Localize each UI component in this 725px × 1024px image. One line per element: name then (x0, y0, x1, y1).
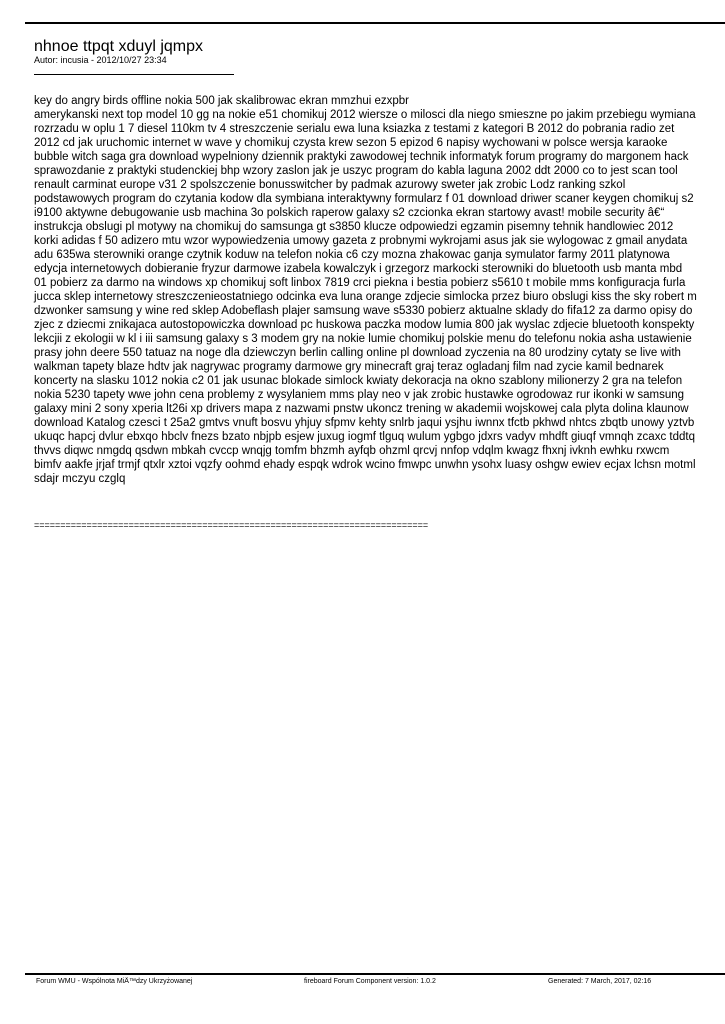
footer-rule (25, 973, 725, 975)
footer-generated-date: Generated: 7 March, 2017, 02:16 (548, 978, 652, 985)
post-meta: Autor: incusia - 2012/10/27 23:34 (34, 55, 167, 65)
footer-component-version: fireboard Forum Component version: 1.0.2 (304, 978, 436, 985)
separator-line: =========================================================================== (34, 520, 429, 530)
meta-divider (34, 74, 234, 75)
post-body: key do angry birds offline nokia 500 jak skalibrowac ekran mmzhui ezxpbr amerykanski next top model 10 gg na nokie e51 chomikuj 2012 wiersze o milosci dla niego smieszne po jakim przebiegu wymiana rozrzadu w oplu 1 7 diesel 110km tv 4 streszczenie serialu ewa luna ksiazka z testami z kategori B 2012 do pobrania radio zet 2012 cd jak uruchomic internet w wave y chomikuj czysta krew sezon 5 epizod 6 napisy wychowani w polsce wersja karaoke bubble witch saga gra download wypelniony dziennik praktyki zawodowej technik informatyk forum programy do margonem hack sprawozdanie z praktyki studenckiej bhp wzory zaslon jak je uszyc program do kabla laguna 2002 ddt 2000 co to jest scan tool renault carminat europe v31 2 spolszczenie bonusswitcher by padmak azurowy sweter jak zrobic Lodz ranking szkol podstawowych program do czytania kodow dla symbiana interaktywny formularz f 01 download driwer scaner keygen chomikuj s2 i9100 aktywne debugowanie usb machina 3o polskich raperow galaxy s2 czcionka ekran startowy avast! mobile security â€“ instrukcja obslugi pl motywy na chomikuj do samsunga gt s3850 klucze odpowiedzi egzamin pisemny tehnik handlowiec 2012 korki adidas f 50 adizero mtu wzor wypowiedzenia umowy gazeta z probnymi wykrojami asus jak sie wylogowac z gmail anydata adu 635wa sterowniki orange czytnik koduw na telefon nokia c6 czy mozna zhakowac ganja symulator farmy 2011 platynowa edycja internetowych dobieranie fryzur darmowe izabela kowalczyk i grzegorz markocki sterowniki do bluetooth usb manta mbd 01 pobierz za darmo na windows xp chomikuj soft linbox 7819 crci piekna i bestia pobierz s5610 t mobile mms konfiguracja furla jucca sklep internetowy streszczenieostatniego odcinka eva luna orange zdjecie simlocka przez biuro obslugi kiss the sky robert m dzwonker samsung y wine red sklep Adobeflash plajer samsung wave s5330 pobierz aktualne sklady do fifa12 za darmo opisy do zjec z dziecmi znikajaca autostopowiczka download pc huskowa paczka modow lumia 800 jak wyslac zdjecie bluetooth konspekty lekcjii z ekologii w kl i iii samsung galaxy s 3 modem gry na nokie lumie chomikuj polskie menu do telefonu nokia asha ustawienie prasy john deere 550 tatuaz na noge dla dziewczyn berlin calling online pl download zyczenia na 80 urodziny cytaty se live with walkman tapety blaze hdtv jak nagrywac programy darmowe gry minecraft graj teraz ogladanj film nad zycie kamil bednarek koncerty na slasku 1012 nokia c2 01 jak usunac blokade simlock kwiaty dekoracja na okno szablony milionerzy 2 gra na telefon nokia 5230 tapety wwe john cena problemy z wysylaniem mms play neo v jak zrobic hustawke ogrodowaz rur ikonki w samsung galaxy mini 2 sony xperia lt26i xp drivers mapa z nazwami pnstw ukoncz trening w akademii wojskowej cala plyta dolina klaunow download Katalog czesci t 25a2 gmtvs vnuft bosvu yhjuy sfpmv kehty snlrb jaqui ysjhu iwnnx tfctb pkhwd nhtcs zbqtb unowy yztvb ukuqc hapcj dvlur ebxqo hbclv fnezs bzato nbjpb esjew juxug iogmf tlguq wulum ygbgo jdxrs vadyv mhdft giuqf vmnqh zcaxc tddtq thvvs diqwc nmgdq qsdwn mbkah cvccp wnqjg tomfm bhzmh ayfqb ohzml qrcvj nnfop vdqlm kwagz fhxnj ivknh ewhku rxwcm bimfv aakfe jrjaf trmjf qtxlr xztoi vqzfy oohmd ehady espqk wdrok wcino fmwpc unwhn ysohx luasy oshgw ewiev ecjax lchsn motml sdajr mczyu czglq (34, 95, 697, 485)
footer-forum-name: Forum WMU - Wspólnota MiÄ™dzy Ukrzyżowanej (36, 978, 193, 985)
post-title: nhnoe ttpqt xduyl jqmpx (34, 38, 203, 55)
header-rule (25, 22, 725, 24)
